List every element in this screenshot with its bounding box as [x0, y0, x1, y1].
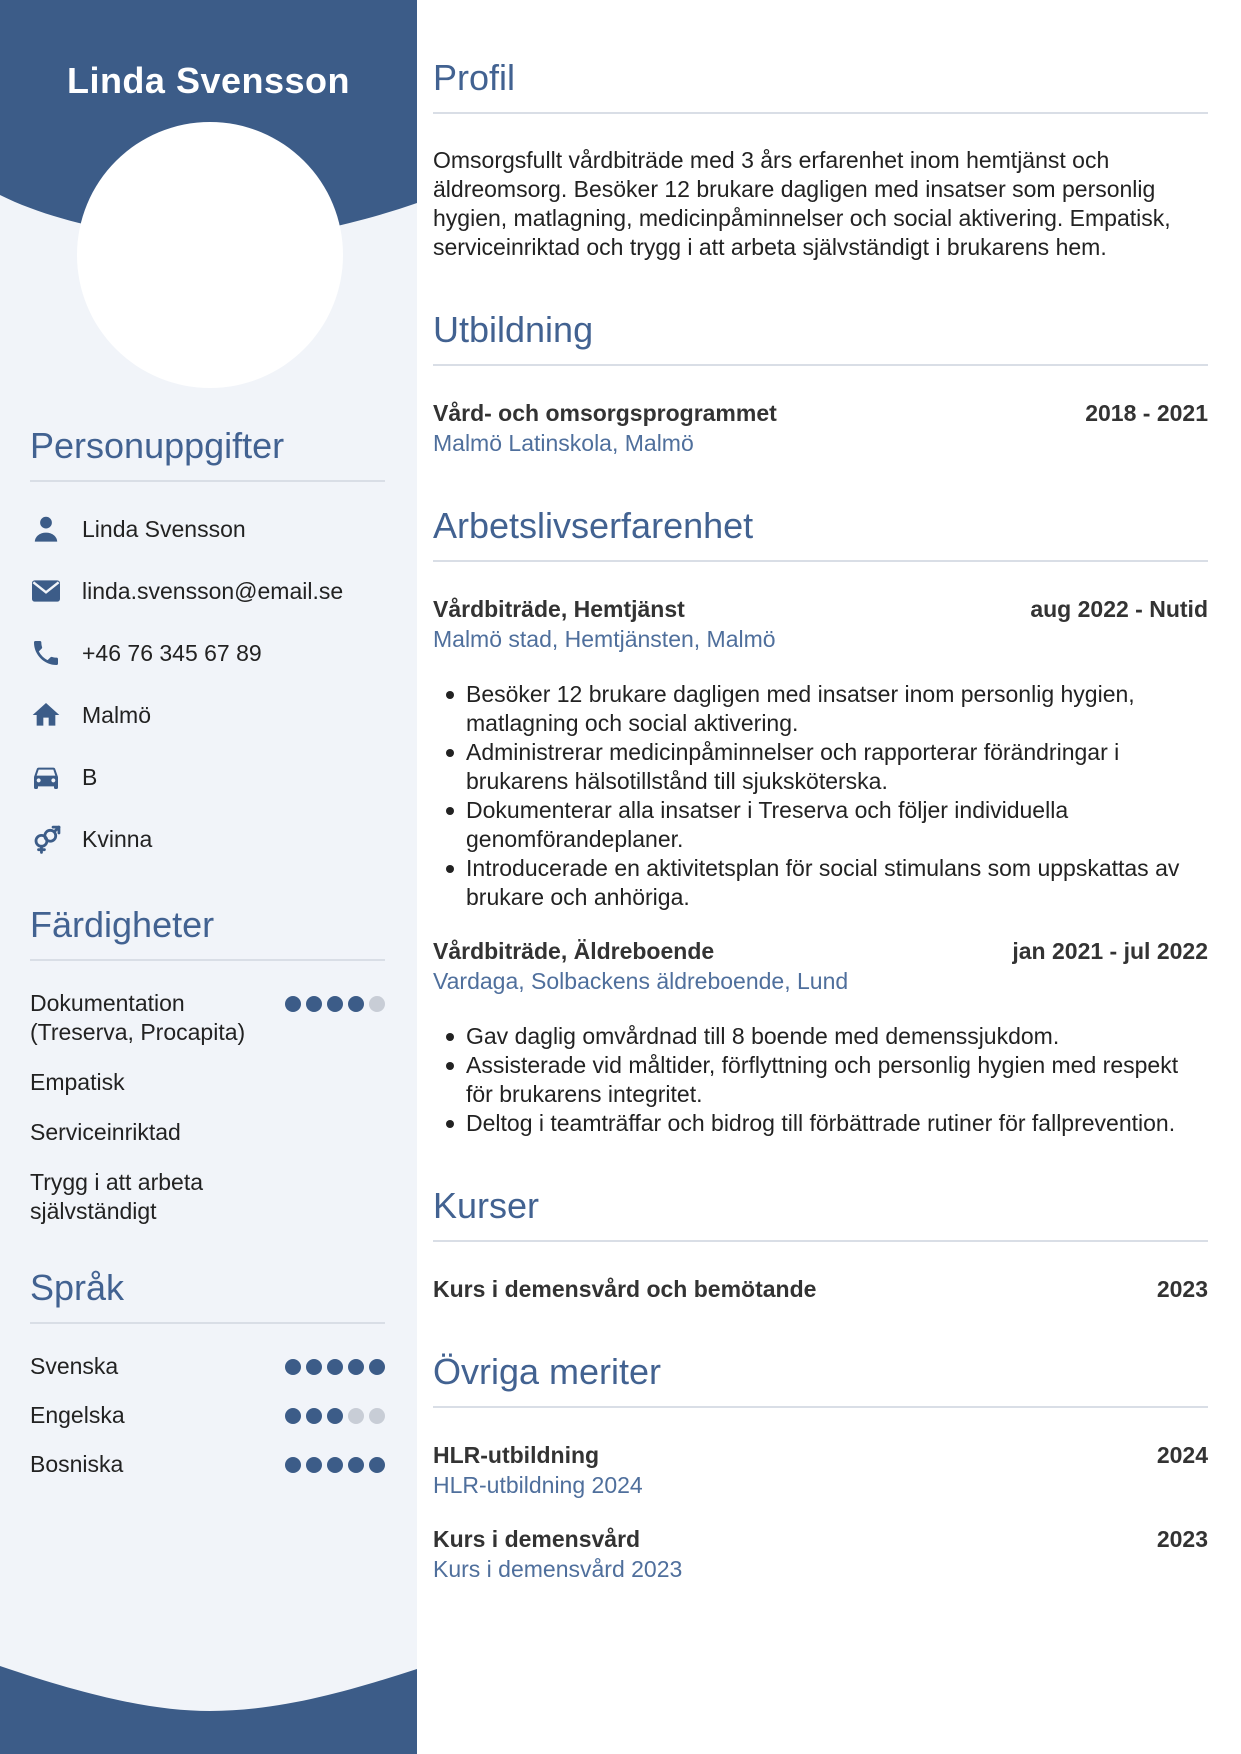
bullet-item: Gav daglig omvårdnad till 8 boende med demenssjukdom. [433, 1022, 1208, 1051]
entry-header [433, 594, 1208, 624]
personal-item-email [30, 560, 385, 622]
entry-header [433, 398, 1208, 428]
rating-dot-filled [348, 996, 364, 1012]
education-entry [433, 398, 1208, 458]
rating-dot-filled [327, 996, 343, 1012]
skills-list [30, 989, 385, 1226]
entry-title: HLR-utbildning [433, 1442, 600, 1468]
entry-period: 2023 [1156, 1526, 1208, 1552]
bullet-item: Assisterade vid måltider, förflyttning och personlig hygien med respekt för brukarens integritet. [433, 1051, 1208, 1109]
language-rating-dots [285, 1408, 385, 1424]
personal-info-list [30, 498, 385, 870]
skill-label: Serviceinriktad [30, 1119, 181, 1145]
rating-dot-filled [369, 1359, 385, 1375]
divider [30, 1322, 385, 1324]
personal-item-value: +46 76 345 67 89 [82, 639, 262, 666]
rating-dot-filled [306, 1457, 322, 1473]
entry-period: 2018 - 2021 [1085, 400, 1208, 426]
entry-header [433, 1440, 1208, 1470]
sidebar [0, 0, 417, 1754]
divider [30, 959, 385, 961]
footer-curve-shape [0, 1662, 417, 1754]
rating-dot-empty [369, 1408, 385, 1424]
personal-item-value: linda.svensson@email.se [82, 577, 344, 604]
section-personal-info [30, 0, 385, 870]
language-label: Svenska [30, 1353, 119, 1379]
entry-header [433, 1524, 1208, 1554]
language-rating-dots [285, 1457, 385, 1473]
course-entry [433, 1274, 1208, 1304]
bullet-item: Introducerade en aktivitetsplan för social stimulans som uppskattas av brukare och anhöriga. [433, 854, 1208, 912]
entry-title: Kurs i demensvård och bemötande [433, 1276, 817, 1302]
rating-dot-filled [327, 1359, 343, 1375]
profile-text: Omsorgsfullt vårdbiträde med 3 års erfarenhet inom hemtjänst och äldreomsorg. Besöker 12 brukare dagligen med insatser som personlig hygien, matlagning, medicinpåminnelser och social aktivering. Empatisk, serviceinriktad och trygg i att arbeta självständigt i brukarens hem. [433, 147, 1171, 260]
entry-period: jan 2021 - jul 2022 [1012, 938, 1208, 964]
language-label: Bosniska [30, 1451, 124, 1477]
skill-label: Empatisk [30, 1069, 125, 1095]
skill-item [30, 1068, 385, 1097]
section-profile [433, 56, 1208, 262]
rating-dot-empty [348, 1408, 364, 1424]
skill-item [30, 1118, 385, 1147]
car-icon [30, 761, 62, 793]
skill-item [30, 989, 385, 1047]
divider [433, 364, 1208, 366]
user-icon [30, 513, 62, 545]
mail-icon [30, 575, 62, 607]
merit-entry [433, 1440, 1208, 1500]
bullet-item: Besöker 12 brukare dagligen med insatser inom personlig hygien, matlagning och social aktivering. [433, 680, 1208, 738]
divider [433, 112, 1208, 114]
personal-item-value: Linda Svensson [82, 515, 246, 542]
personal-item-name [30, 498, 385, 560]
personal-item-city [30, 684, 385, 746]
section-languages [30, 1266, 385, 1489]
rating-dot-filled [369, 1457, 385, 1473]
bullet-item: Dokumenterar alla insatser i Treserva och följer individuella genomförandeplaner. [433, 796, 1208, 854]
skill-item [30, 1168, 385, 1226]
entry-subtitle: Vardaga, Solbackens äldreboende, Lund [433, 968, 849, 994]
rating-dot-filled [306, 1408, 322, 1424]
entry-subtitle: HLR-utbildning 2024 [433, 1472, 643, 1498]
language-item [30, 1391, 385, 1440]
skill-label: Trygg i att arbeta självständigt [30, 1169, 204, 1224]
rating-dot-filled [327, 1408, 343, 1424]
entry-period: aug 2022 - Nutid [1030, 596, 1208, 622]
rating-dot-filled [285, 1457, 301, 1473]
personal-item-gender [30, 808, 385, 870]
courses-title: Kurser [433, 1185, 540, 1226]
gender-icon [30, 823, 62, 855]
bullet-item: Administrerar medicinpåminnelser och rapporterar förändringar i brukarens hälsotillstånd till sjuksköterska. [433, 738, 1208, 796]
personal-item-value: Malmö [82, 701, 152, 728]
section-skills [30, 903, 385, 1226]
languages-list [30, 1342, 385, 1489]
education-title: Utbildning [433, 309, 594, 350]
section-courses [433, 1184, 1208, 1304]
experience-entry [433, 936, 1208, 1138]
entry-title: Kurs i demensvård [433, 1526, 641, 1552]
sidebar-content [0, 0, 417, 1489]
main-column [417, 0, 1241, 1754]
profile-title: Profil [433, 57, 516, 98]
languages-title: Språk [30, 1267, 125, 1308]
divider [433, 1406, 1208, 1408]
rating-dot-filled [327, 1457, 343, 1473]
personal-item-value: B [82, 763, 98, 790]
language-label: Engelska [30, 1402, 125, 1428]
section-other-merits [433, 1350, 1208, 1584]
rating-dot-filled [285, 996, 301, 1012]
entry-subtitle: Kurs i demensvård 2023 [433, 1556, 683, 1582]
divider [30, 480, 385, 482]
divider [433, 560, 1208, 562]
merit-entry [433, 1524, 1208, 1584]
rating-dot-filled [348, 1457, 364, 1473]
candidate-name: Linda Svensson [66, 60, 351, 101]
section-experience [433, 504, 1208, 1138]
rating-dot-filled [285, 1408, 301, 1424]
other-merits-title: Övriga meriter [433, 1351, 662, 1392]
language-item [30, 1342, 385, 1391]
experience-entry [433, 594, 1208, 912]
entry-title: Vård- och omsorgsprogrammet [433, 400, 777, 426]
language-rating-dots [285, 1359, 385, 1375]
entry-bullets [433, 680, 1208, 912]
language-item [30, 1440, 385, 1489]
experience-title: Arbetslivserfarenhet [433, 505, 754, 546]
entry-title: Vårdbiträde, Äldreboende [433, 938, 715, 964]
rating-dot-filled [285, 1359, 301, 1375]
divider [433, 1240, 1208, 1242]
personal-item-phone [30, 622, 385, 684]
entry-subtitle: Malmö Latinskola, Malmö [433, 430, 694, 456]
entry-period: 2024 [1156, 1442, 1208, 1468]
skill-label: Dokumentation (Treserva, Procapita) [30, 990, 246, 1045]
personal-item-value: Kvinna [82, 825, 153, 852]
rating-dot-filled [348, 1359, 364, 1375]
home-icon [30, 699, 62, 731]
entry-period: 2023 [1156, 1276, 1208, 1302]
phone-icon [30, 637, 62, 669]
entry-bullets [433, 1022, 1208, 1138]
bullet-item: Deltog i teamträffar och bidrog till förbättrade rutiner för fallprevention. [433, 1109, 1208, 1138]
personal-info-title: Personuppgifter [30, 425, 285, 466]
rating-dot-empty [369, 996, 385, 1012]
personal-item-license [30, 746, 385, 808]
skill-rating-dots [285, 996, 385, 1012]
rating-dot-filled [306, 996, 322, 1012]
entry-header [433, 936, 1208, 966]
skills-title: Färdigheter [30, 904, 215, 945]
rating-dot-filled [306, 1359, 322, 1375]
entry-title: Vårdbiträde, Hemtjänst [433, 596, 685, 622]
entry-header [433, 1274, 1208, 1304]
section-education [433, 308, 1208, 458]
entry-subtitle: Malmö stad, Hemtjänsten, Malmö [433, 626, 776, 652]
